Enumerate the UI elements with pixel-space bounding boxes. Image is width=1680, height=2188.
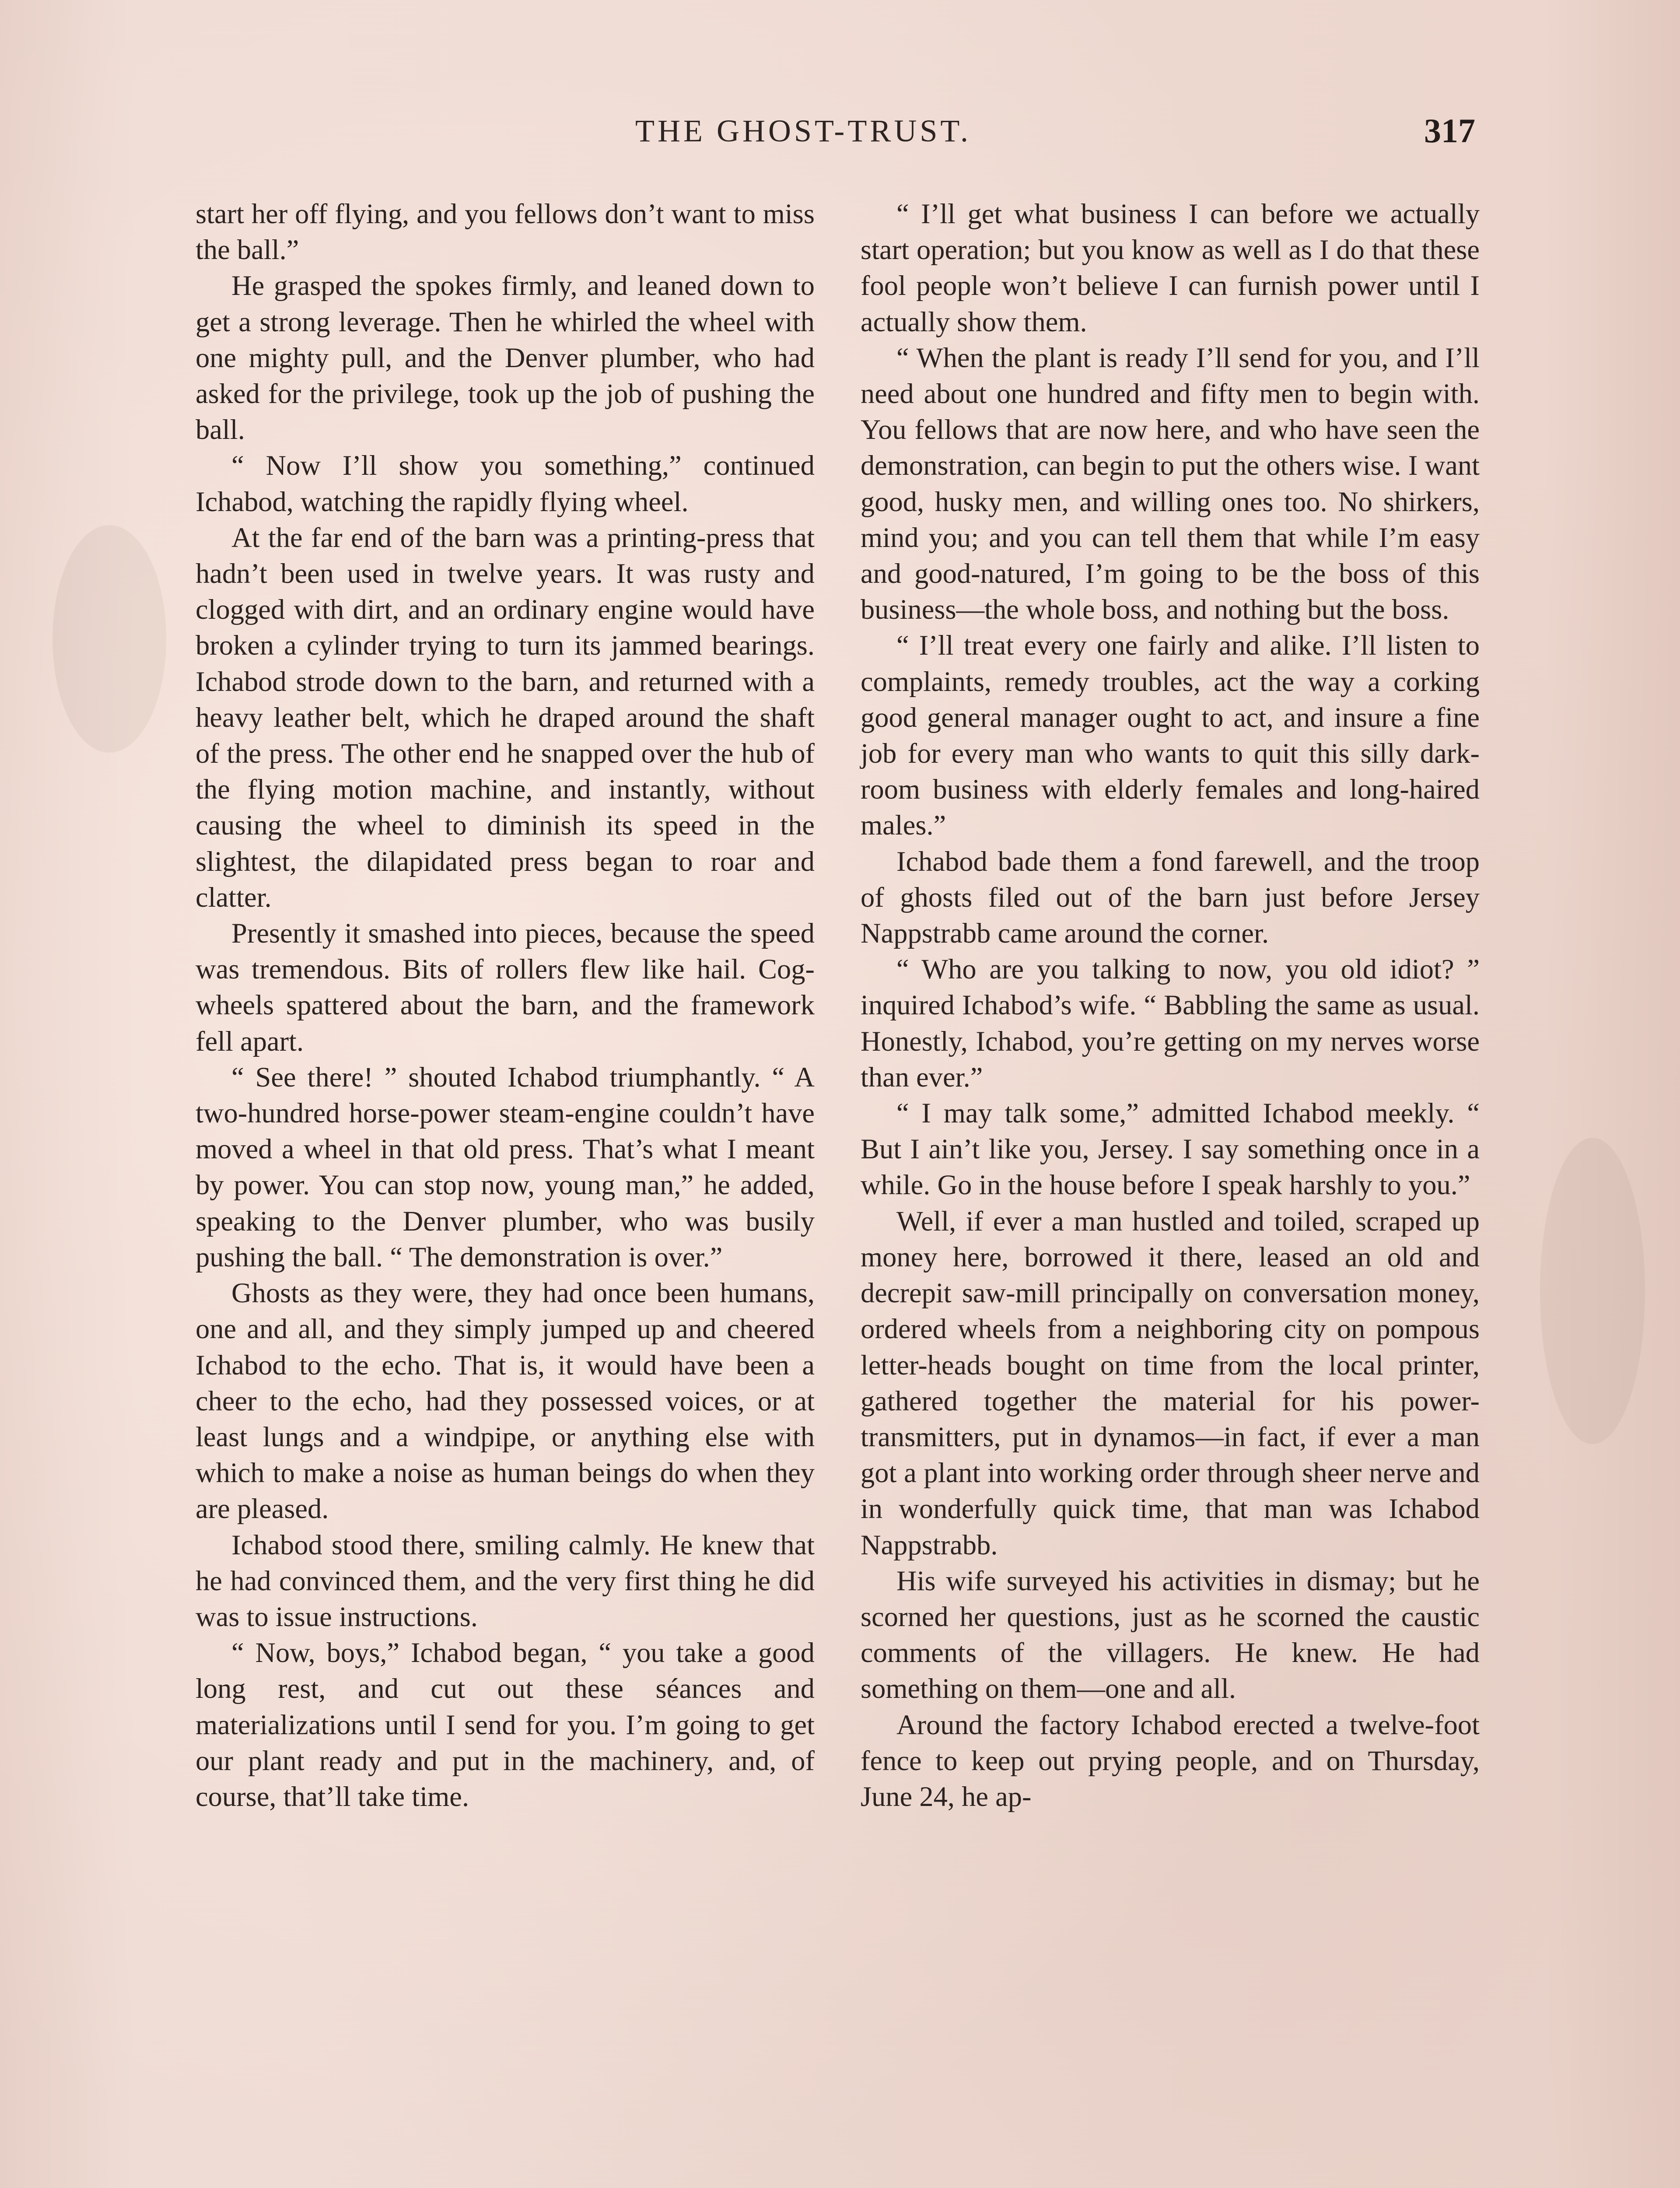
running-head bbox=[0, 113, 1680, 157]
paragraph: “ See there! ” shouted Ichabod triumphantly. “ A two-hundred horse-power steam-engine couldn’t have moved a wheel in that old press. That’s what I meant by power. You can stop now, young man,” he added, speaking to the Denver plumber, who was busily pushing the ball. “ The demonstration is over.” bbox=[196, 1061, 815, 1273]
paragraph: “ When the plant is ready I’ll send for you, and I’ll need about one hundred and fifty men to begin with. You fellows that are now here, and who have seen the demonstration, can begin to put the others wise. I want good, husky men, and willing ones too. No shirkers, mind you; and you can tell them that while I’m easy and good-natured, I’m going to be the boss of this business—the whole boss, and nothing but the boss. bbox=[861, 342, 1480, 625]
paragraph: “ Who are you talking to now, you old idiot? ” inquired Ichabod’s wife. “ Babbling the same as usual. Honestly, Ichabod, you’re getting on my nerves worse than ever.” bbox=[861, 954, 1480, 1093]
paragraph: Ichabod bade them a fond farewell, and the troop of ghosts filed out of the barn just before Jersey Nappstrabb came around the corner. bbox=[861, 845, 1480, 949]
paragraph: Around the factory Ichabod erected a twelve-foot fence to keep out prying people, and on Thursday, June 24, he ap- bbox=[861, 1709, 1480, 1812]
paragraph: “ Now I’ll show you something,” continued Ichabod, watching the rapidly flying wheel. bbox=[196, 450, 815, 517]
paragraph: Well, if ever a man hustled and toiled, scraped up money here, borrowed it there, leased an old and decrepit saw-mill principally on conversation money, ordered wheels from a neighboring city on pompous letter-heads bought on time from the local printer, gathered together the material for his power-transmitters, put in dynamos—in fact, if ever a man got a plant into working order through sheer nerve and in wonderfully quick time, that man was Ichabod Nappstrabb. bbox=[861, 1205, 1480, 1560]
paragraph: Ichabod stood there, smiling calmly. He knew that he had convinced them, and the very first thing he did was to issue instructions. bbox=[196, 1529, 815, 1632]
paper-stain bbox=[52, 525, 166, 753]
paragraph: Presently it smashed into pieces, because the speed was tremendous. Bits of rollers flew like hail. Cog-wheels spattered about the barn, and the framework fell apart. bbox=[196, 918, 815, 1057]
paragraph: He grasped the spokes firmly, and leaned down to get a strong leverage. Then he whirled the wheel with one mighty pull, and the Denver plumber, who had asked for the privilege, took up the job of pushing the ball. bbox=[196, 270, 815, 445]
paragraph: start her off flying, and you fellows don’t want to miss the ball.” bbox=[196, 198, 815, 266]
right-text-column bbox=[861, 196, 1480, 1815]
paragraph: “ I’ll get what business I can before we actually start operation; but you know as well as I do that these fool people won’t believe I can furnish power until I actually show them. bbox=[861, 198, 1480, 337]
paragraph: Ghosts as they were, they had once been humans, one and all, and they simply jumped up and cheered Ichabod to the echo. That is, it would have been a cheer to the echo, had they possessed voices, or at least lungs and a windpipe, or anything else with which to make a noise as human beings do when they are pleased. bbox=[196, 1277, 815, 1525]
paragraph: At the far end of the barn was a printing-press that hadn’t been used in twelve years. It was rusty and clogged with dirt, and an ordinary engine would have broken a cylinder trying to turn its jammed bearings. Ichabod strode down to the barn, and returned with a heavy leather belt, which he draped around the shaft of the press. The other end he snapped over the hub of the flying motion machine, and instantly, without causing the wheel to diminish its speed in the slightest, the dilapidated press began to roar and clatter. bbox=[196, 522, 815, 913]
running-title: THE GHOST-TRUST. bbox=[635, 113, 972, 148]
paragraph: “ I’ll treat every one fairly and alike. I’ll listen to complaints, remedy troubles, act the way a corking good general manager ought to act, and insure a fine job for every man who wants to quit this silly dark-room business with elderly females and long-haired males.” bbox=[861, 630, 1480, 841]
left-text-column bbox=[196, 196, 815, 1815]
paragraph: His wife surveyed his activities in dismay; but he scorned her questions, just as he scorned the caustic comments of the villagers. He knew. He had something on them—one and all. bbox=[861, 1565, 1480, 1704]
page-number: 317 bbox=[1424, 112, 1475, 150]
paper-stain bbox=[1540, 1138, 1645, 1444]
paragraph: “ I may talk some,” admitted Ichabod meekly. “ But I ain’t like you, Jersey. I say something once in a while. Go in the house before I speak harshly to you.” bbox=[861, 1098, 1480, 1201]
paragraph: “ Now, boys,” Ichabod began, “ you take a good long rest, and cut out these séances and materializations until I send for you. I’m going to get our plant ready and put in the machinery, and, of course, that’ll take time. bbox=[196, 1637, 815, 1812]
